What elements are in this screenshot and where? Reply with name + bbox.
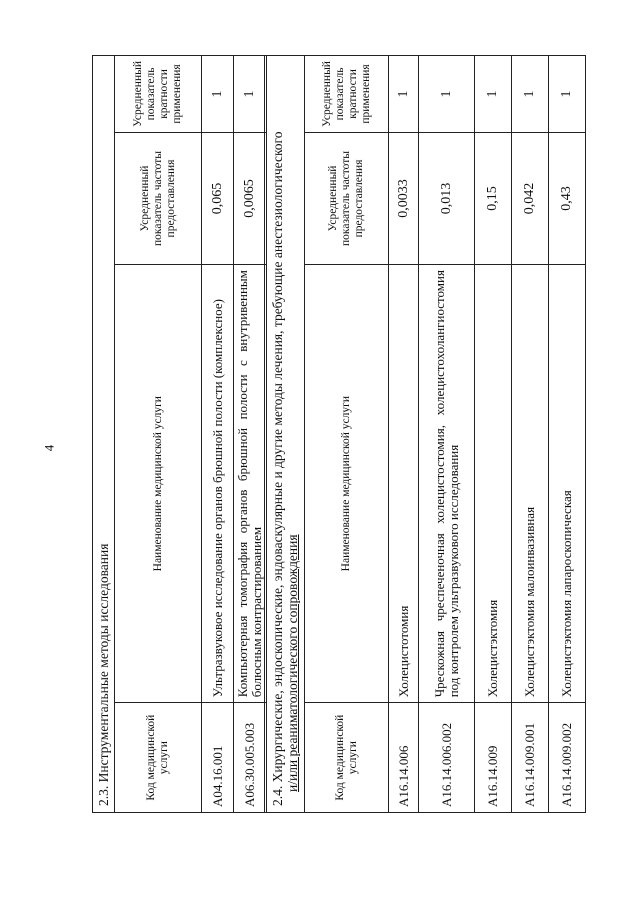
service-code: A16.14.009.002 bbox=[549, 703, 586, 813]
frequency-value: 0,0033 bbox=[389, 132, 419, 264]
header-frequency: Усредненный показатель частоты предоставления bbox=[115, 132, 202, 264]
page-number: 4 bbox=[41, 444, 57, 452]
service-name: Холецистотомия bbox=[389, 265, 419, 703]
table-row bbox=[234, 56, 267, 813]
section-2-4-title-line-2: и/или реаниматологического сопровождения bbox=[284, 534, 300, 792]
service-name: Чрескожная чреспеченочная холецистостомия, холецистохолангиостомия под контролем ультразвукового исследования bbox=[419, 265, 475, 703]
table-row bbox=[475, 56, 512, 813]
table-row bbox=[549, 56, 586, 813]
service-code: A16.14.009.001 bbox=[512, 703, 549, 813]
header-multiplicity: Усредненный показатель кратности применения bbox=[305, 56, 389, 133]
service-name: Ультразвуковое исследование органов брюшной полости (комплексное) bbox=[202, 265, 234, 703]
table-surgical-methods bbox=[264, 55, 586, 813]
frequency-value: 0,042 bbox=[512, 132, 549, 264]
frequency-value: 0,15 bbox=[475, 132, 512, 264]
table-instrumental-methods bbox=[92, 55, 267, 813]
multiplicity-value: 1 bbox=[549, 56, 586, 133]
service-name: Холецистэктомия лапароскопическая bbox=[549, 265, 586, 703]
service-name: Холецистэктомия малоинвазивная bbox=[512, 265, 549, 703]
header-name: Наименование медицинской услуги bbox=[115, 265, 202, 703]
section-2-4-title bbox=[265, 56, 305, 813]
service-code: A16.14.006 bbox=[389, 703, 419, 813]
header-code: Код медицинской услуги bbox=[115, 703, 202, 813]
header-name: Наименование медицинской услуги bbox=[305, 265, 389, 703]
service-name: Холецистэктомия bbox=[475, 265, 512, 703]
frequency-value: 0,0065 bbox=[234, 132, 267, 264]
multiplicity-value: 1 bbox=[202, 56, 234, 133]
service-code: A06.30.005.003 bbox=[234, 703, 267, 813]
multiplicity-value: 1 bbox=[389, 56, 419, 133]
multiplicity-value: 1 bbox=[475, 56, 512, 133]
table-row bbox=[419, 56, 475, 813]
table-row bbox=[202, 56, 234, 813]
header-multiplicity: Усредненный показатель кратности применения bbox=[115, 56, 202, 133]
frequency-value: 0,43 bbox=[549, 132, 586, 264]
multiplicity-value: 1 bbox=[419, 56, 475, 133]
service-code: A04.16.001 bbox=[202, 703, 234, 813]
table-row bbox=[512, 56, 549, 813]
header-frequency: Усредненный показатель частоты предоставления bbox=[305, 132, 389, 264]
multiplicity-value: 1 bbox=[234, 56, 267, 133]
section-2-3-title: 2.3. Инструментальные методы исследования bbox=[93, 56, 115, 813]
multiplicity-value: 1 bbox=[512, 56, 549, 133]
section-2-4-title-line-1: 2.4. Хирургические, эндоскопические, эндоваскулярные и другие методы лечения, требующие анестезиологического bbox=[269, 131, 285, 806]
frequency-value: 0,065 bbox=[202, 132, 234, 264]
header-code: Код медицинской услуги bbox=[305, 703, 389, 813]
table-row bbox=[389, 56, 419, 813]
service-code: A16.14.009 bbox=[475, 703, 512, 813]
service-code: A16.14.006.002 bbox=[419, 703, 475, 813]
frequency-value: 0,013 bbox=[419, 132, 475, 264]
service-name: Компьютерная томография органов брюшной полости с внутривенным болюсным контрастированием bbox=[234, 265, 267, 703]
